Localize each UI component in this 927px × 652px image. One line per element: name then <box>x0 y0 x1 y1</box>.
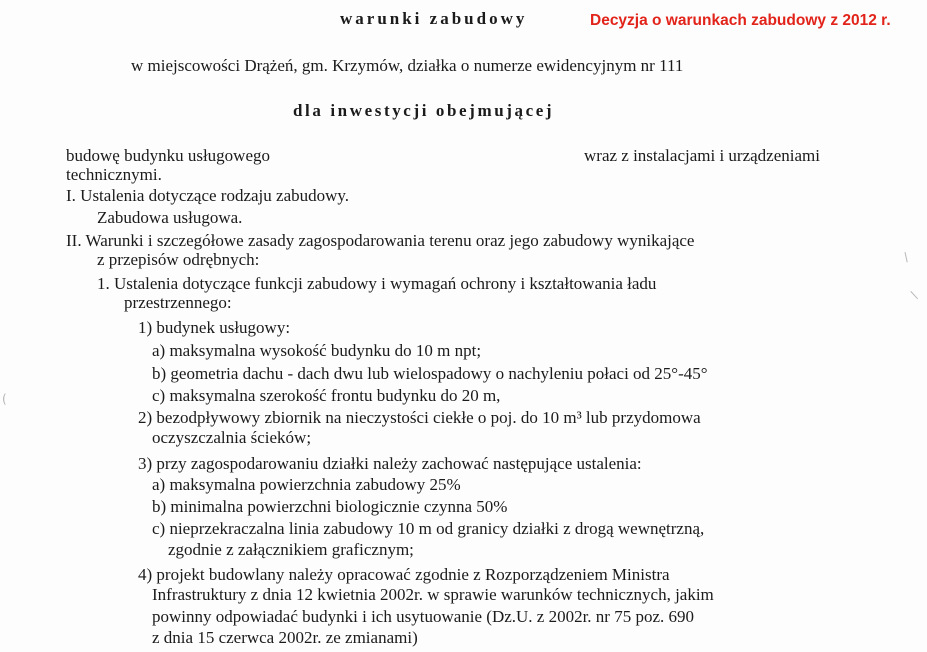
item-4-design: 4) projekt budowlany należy opracować zgodnie z Rozporządzeniem Ministra <box>138 565 670 584</box>
section-1-heading: I. Ustalenia dotyczące rodzaju zabudowy. <box>66 186 350 205</box>
item-2-tank-continuation: oczyszczalnia ścieków; <box>152 428 312 447</box>
investment-description-right: wraz z instalacjami i urządzeniami <box>584 146 820 165</box>
item-3a-coverage: a) maksymalna powierzchnia zabudowy 25% <box>152 475 461 494</box>
section-2-heading-continuation: z przepisów odrębnych: <box>97 250 260 269</box>
item-1a-height: a) maksymalna wysokość budynku do 10 m npt; <box>152 341 482 360</box>
item-1-building: 1) budynek usługowy: <box>138 318 291 337</box>
investment-description-continuation: technicznymi. <box>66 165 162 184</box>
item-3c-building-line: c) nieprzekraczalna linia zabudowy 10 m od granicy działki z drogą wewnętrzną, <box>152 519 705 538</box>
item-1b-roof: b) geometria dachu - dach dwu lub wielospadowy o nachyleniu połaci od 25°-45° <box>152 364 708 383</box>
item-4-design-continuation-2: powinny odpowiadać budynki i ich usytuowanie (Dz.U. z 2002r. nr 75 poz. 690 <box>152 607 695 626</box>
item-3b-biological-area: b) minimalna powierzchni biologicznie czynna 50% <box>152 497 508 516</box>
investment-description-line <box>66 146 820 166</box>
location-line: w miejscowości Drążeń, gm. Krzymów, działka o numerze ewidencyjnym nr 111 <box>131 56 684 75</box>
item-4-design-continuation-3: z dnia 15 czerwca 2002r. ze zmianami) <box>152 628 418 647</box>
item-1c-frontage: c) maksymalna szerokość frontu budynku do 20 m, <box>152 386 501 405</box>
item-2-tank: 2) bezodpływowy zbiornik na nieczystości ciekłe o poj. do 10 m³ lub przydomowa <box>138 408 701 427</box>
item-4-design-continuation-1: Infrastruktury z dnia 12 kwietnia 2002r. w sprawie warunków technicznych, jakim <box>152 585 714 604</box>
section-2-heading: II. Warunki i szczegółowe zasady zagospodarowania terenu oraz jego zabudowy wynikające <box>66 231 695 250</box>
document-title: warunki zabudowy <box>340 9 528 28</box>
scan-mark-right-2: / <box>906 289 922 301</box>
item-3c-building-line-continuation: zgodnie z załącznikiem graficznym; <box>168 540 414 559</box>
investment-description-left: budowę budynku usługowego <box>66 146 270 165</box>
section-1-text: Zabudowa usługowa. <box>97 208 243 227</box>
point-1-heading-continuation: przestrzennego: <box>124 293 232 312</box>
point-1-heading: 1. Ustalenia dotyczące funkcji zabudowy i wymagań ochrony i kształtowania ładu <box>97 274 657 293</box>
investment-subtitle: dla inwestycji obejmującej <box>293 101 555 120</box>
scan-mark-right-1: / <box>900 249 912 265</box>
scan-mark-left: ( <box>2 392 7 406</box>
item-3-plot-rules: 3) przy zagospodarowaniu działki należy zachować następujące ustalenia: <box>138 454 642 473</box>
decision-stamp-label: Decyzja o warunkach zabudowy z 2012 r. <box>590 12 891 29</box>
